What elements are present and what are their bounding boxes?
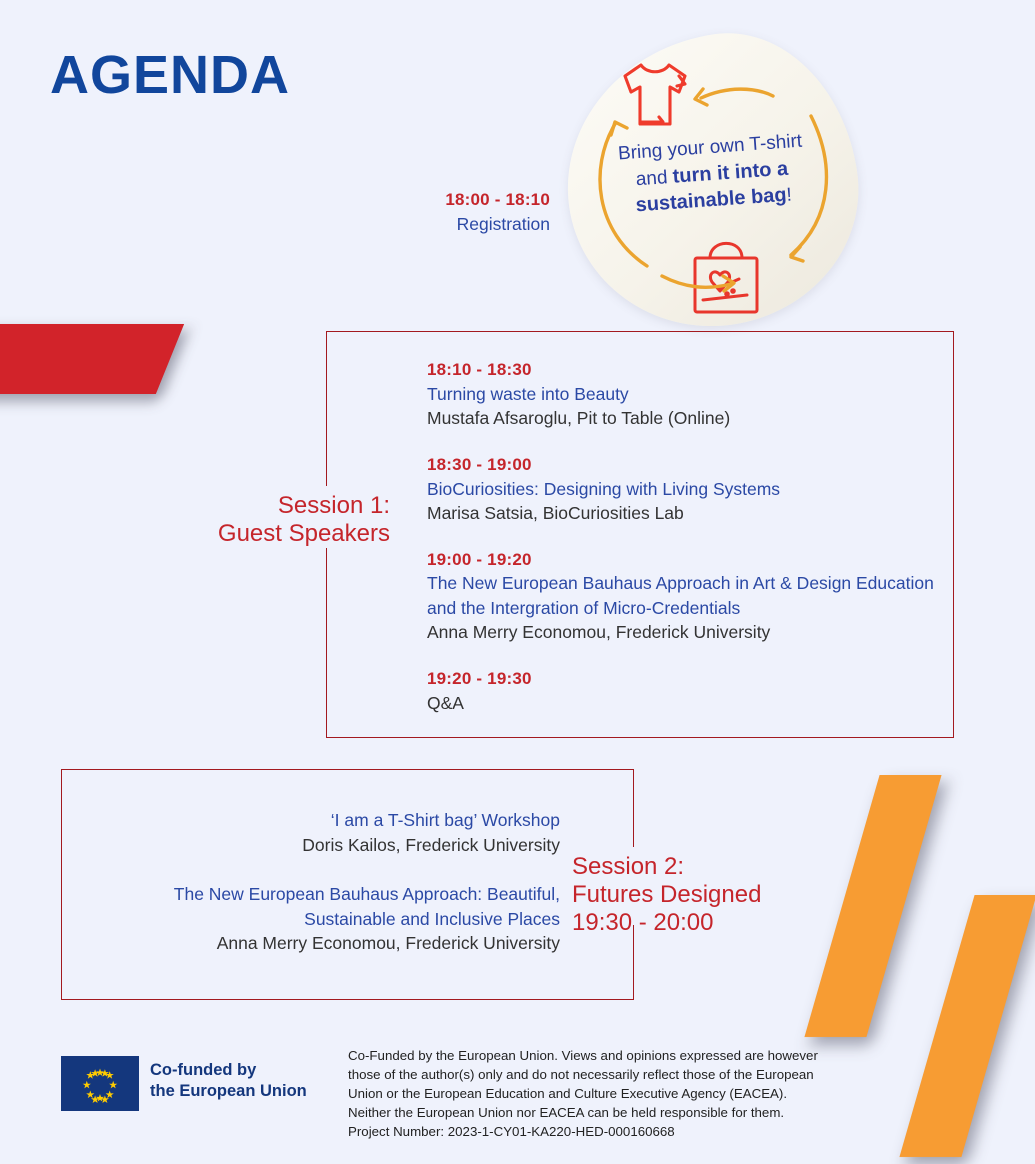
session-2-label-line2: Futures Designed <box>572 881 762 909</box>
item-title: The New European Bauhaus Approach in Art & Design Education and the Intergration of Micro-Credentials <box>427 573 934 618</box>
item-speaker: Q&A <box>427 692 464 713</box>
session-1-item <box>427 667 937 715</box>
funding-disclaimer <box>348 1046 868 1141</box>
sticker-text-line2-plain: and <box>635 166 674 190</box>
session-1-label-line1: Session 1: <box>277 492 390 519</box>
disclaimer-line-2: those of the author(s) only and do not necessarily reflect those of the European <box>348 1067 814 1082</box>
item-speaker: Anna Merry Economou, Frederick University <box>427 622 771 643</box>
item-time: 18:10 - 18:30 <box>427 360 532 379</box>
registration-entry <box>330 188 550 237</box>
tshirt-icon <box>625 65 685 124</box>
sticker-badge <box>567 36 857 326</box>
eu-flag-icon <box>61 1056 139 1111</box>
item-title: The New European Bauhaus Approach: Beautiful, Sustainable and Inclusive Places <box>173 883 560 929</box>
registration-time: 18:00 - 18:10 <box>445 190 550 209</box>
sticker-text-line3-bold: sustainable bag <box>634 184 788 217</box>
orange-accent-shape-2 <box>899 895 1035 1157</box>
item-title: BioCuriosities: Designing with Living Systems <box>427 478 781 499</box>
session-2-label <box>572 853 842 937</box>
disclaimer-line-1: Co-Funded by the European Union. Views and opinions expressed are however <box>348 1048 818 1063</box>
eu-label-line1: Co-funded by <box>150 1061 257 1079</box>
eu-label-line2: the European Union <box>150 1082 307 1101</box>
session-2-item <box>84 882 560 957</box>
disclaimer-line-4: Neither the European Union nor EACEA can be held responsible for them. <box>348 1105 785 1120</box>
item-title: ‘I am a T-Shirt bag’ Workshop <box>330 810 560 830</box>
session-2-items <box>84 808 560 956</box>
session-2-label-line1: Session 2: <box>572 853 685 880</box>
page-title: AGENDA <box>50 45 291 105</box>
sticker-text-line2-bold: turn it into a <box>671 157 789 188</box>
sticker-text-line3-tail: ! <box>785 184 793 207</box>
disclaimer-line-5: Project Number: 2023-1-CY01-KA220-HED-000160668 <box>348 1124 675 1139</box>
item-speaker: Doris Kailos, Frederick University <box>302 834 560 855</box>
item-speaker: Marisa Satsia, BioCuriosities Lab <box>427 503 684 524</box>
registration-label: Registration <box>456 214 550 235</box>
sticker-text-line1: Bring your own T-shirt <box>617 130 803 165</box>
item-time: 19:00 - 19:20 <box>427 549 532 569</box>
item-speaker: Mustafa Afsaroglu, Pit to Table (Online) <box>427 408 731 429</box>
disclaimer-line-3: Union or the European Education and Culture Executive Agency (EACEA). <box>348 1086 788 1101</box>
session-1-label-line2: Guest Speakers <box>217 520 390 548</box>
item-time: 18:30 - 19:00 <box>427 454 532 474</box>
session-2-label-line3: 19:30 - 20:00 <box>572 909 714 937</box>
session-2-item <box>84 808 560 858</box>
session-1-items <box>427 358 937 715</box>
item-speaker: Anna Merry Economou, Frederick University <box>216 933 560 954</box>
session-1-item <box>427 548 937 645</box>
session-1-label <box>130 492 390 548</box>
session-1-item <box>427 358 937 431</box>
item-title: Turning waste into Beauty <box>427 383 629 404</box>
eu-funding-label <box>150 1060 307 1103</box>
red-accent-shape <box>0 324 184 394</box>
item-time: 19:20 - 19:30 <box>427 668 532 688</box>
session-1-item <box>427 453 937 526</box>
